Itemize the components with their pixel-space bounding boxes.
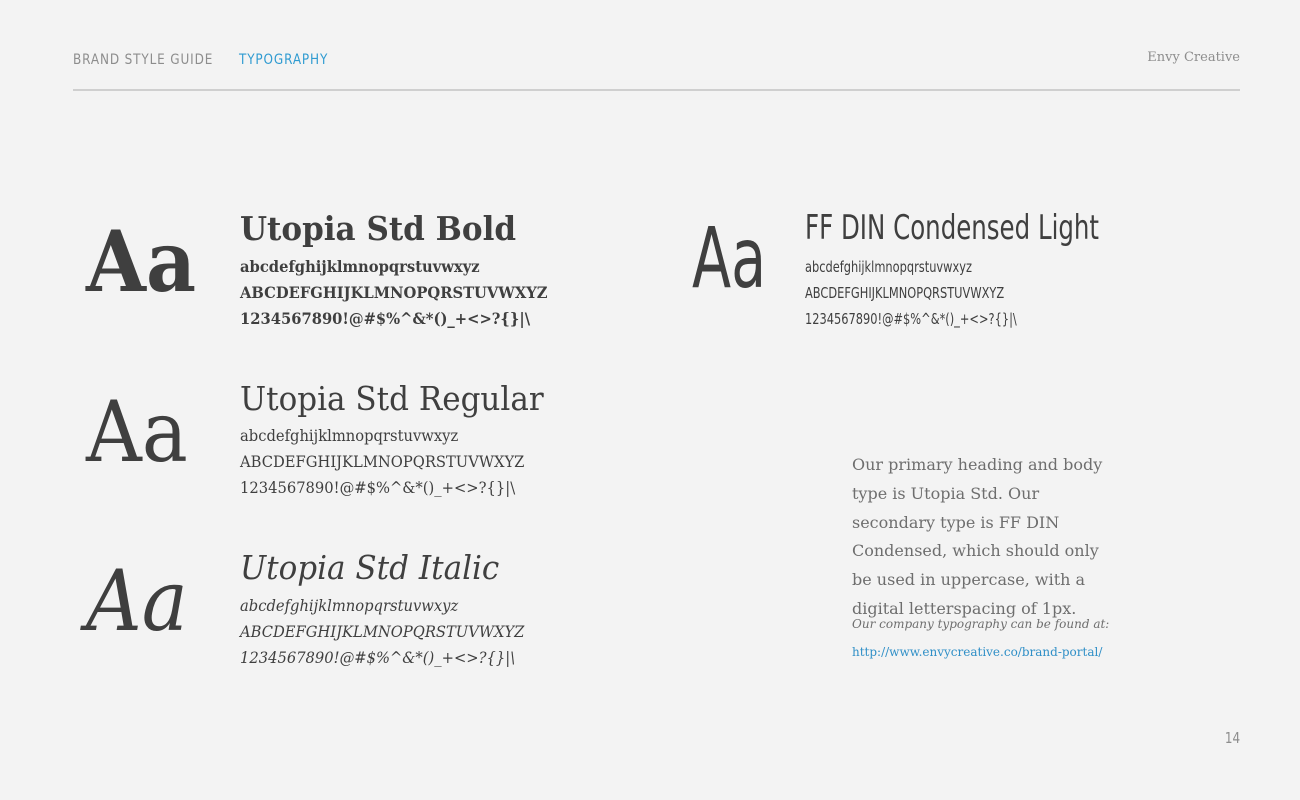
italic-character-set — [240, 593, 524, 671]
din-lowercase: abcdefghijklmnopqrstuvwxyz — [805, 258, 972, 276]
regular-lowercase: abcdefghijklmnopqrstuvwxyz — [240, 426, 459, 445]
typography-description: Our primary heading and body type is Utopia Std. Our secondary type is FF DIN Condensed, which should only be used in uppercase, with a digital letterspacing of 1px. — [852, 455, 1103, 618]
italic-lowercase: abcdefghijklmnopqrstuvwxyz — [240, 596, 459, 615]
din-symbols: 1234567890!@#$%^&*()_+<>?{}|\ — [805, 310, 1017, 328]
din-sample-glyph: Aa — [692, 209, 767, 307]
breadcrumb-current: TYPOGRAPHY — [239, 52, 329, 68]
regular-symbols: 1234567890!@#$%^&*()_+<>?{}|\ — [240, 478, 516, 497]
regular-font-name: Utopia Std Regular — [240, 379, 544, 418]
italic-uppercase: ABCDEFGHIJKLMNOPQRSTUVWXYZ — [240, 622, 525, 641]
breadcrumb-section[interactable]: BRAND STYLE GUIDE — [73, 52, 214, 68]
italic-font-name: Utopia Std Italic — [240, 548, 500, 587]
brand-name: Envy Creative — [1147, 50, 1240, 65]
page-header — [73, 50, 1240, 91]
bold-sample-glyph: Aa — [86, 212, 197, 311]
italic-symbols: 1234567890!@#$%^&*()_+<>?{}|\ — [240, 648, 516, 667]
regular-character-set — [240, 423, 524, 501]
bold-uppercase: ABCDEFGHIJKLMNOPQRSTUVWXYZ — [240, 283, 548, 302]
din-character-set — [805, 254, 1017, 332]
page-number: 14 — [1224, 729, 1240, 747]
din-uppercase: ABCDEFGHIJKLMNOPQRSTUVWXYZ — [805, 284, 1005, 302]
regular-uppercase: ABCDEFGHIJKLMNOPQRSTUVWXYZ — [240, 452, 525, 471]
italic-sample-glyph: Aa — [86, 552, 188, 650]
brand-portal-link[interactable]: http://www.envycreative.co/brand-portal/ — [852, 645, 1103, 659]
found-at-label: Our company typography can be found at: — [852, 617, 1110, 631]
bold-lowercase: abcdefghijklmnopqrstuvwxyz — [240, 257, 480, 276]
bold-character-set — [240, 254, 548, 332]
din-font-name: FF DIN Condensed Light — [805, 208, 1100, 248]
regular-sample-glyph: Aa — [86, 383, 188, 481]
bold-symbols: 1234567890!@#$%^&*()_+<>?{}|\ — [240, 309, 531, 328]
bold-font-name: Utopia Std Bold — [240, 209, 517, 248]
